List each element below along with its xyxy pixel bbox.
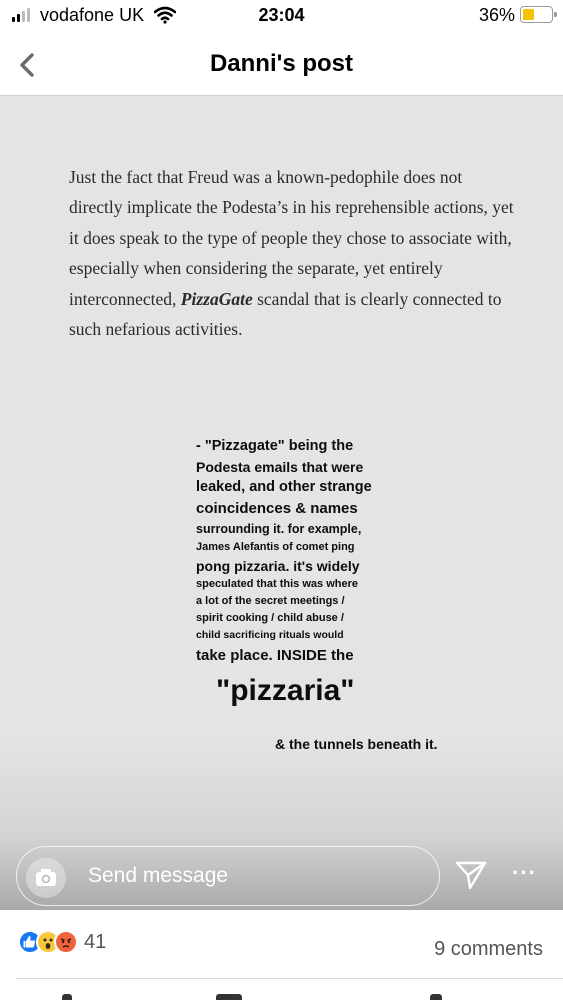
caption-headline: "pizzaria" <box>216 674 355 707</box>
quote-text-end: scandal that is clearly connected to such nefarious activities. <box>69 288 502 340</box>
post-image[interactable] <box>0 96 563 910</box>
reaction-count: 41 <box>84 930 107 953</box>
quote-text-start: Just the fact that Freud was a known-pedophile does not directly implicate the Podesta’s in his reprehensible actions, yet it does speak to the type of people they chose to associate with, especially when considering the separate, yet entirely interconnected, <box>69 167 514 309</box>
caption-line: surrounding it. for example, <box>196 522 362 536</box>
caption-line: James Alefantis of comet ping <box>196 541 355 553</box>
carrier-name: vodafone UK <box>40 5 145 25</box>
angry-icon <box>54 930 78 954</box>
like-action-icon[interactable] <box>62 994 72 1000</box>
quote-emphasis: PizzaGate <box>180 288 253 309</box>
camera-button[interactable] <box>26 858 66 898</box>
quoted-paragraph <box>69 162 519 344</box>
more-icon[interactable]: ··· <box>512 860 537 885</box>
share-action-icon[interactable] <box>430 994 442 1000</box>
camera-icon <box>26 858 66 898</box>
send-icon[interactable] <box>454 858 488 892</box>
battery-percent: 36% <box>478 5 515 25</box>
caption-line: a lot of the secret meetings / <box>196 595 345 607</box>
message-placeholder[interactable]: Send message <box>88 864 229 887</box>
caption-line: coincidences & names <box>196 500 358 517</box>
caption-overlay <box>196 436 496 714</box>
caption-line: spirit cooking / child abuse / <box>196 612 344 624</box>
caption-line: take place. INSIDE the <box>196 647 354 664</box>
comments-link[interactable]: 9 comments <box>434 938 543 960</box>
divider <box>16 978 563 979</box>
page-title: Danni's post <box>209 50 354 77</box>
caption-line: pong pizzaria. it's widely <box>196 558 360 574</box>
battery-level <box>523 9 534 20</box>
clock: 23:04 <box>258 5 305 25</box>
battery-icon <box>520 6 553 23</box>
status-bar <box>0 0 563 34</box>
caption-line: leaked, and other strange <box>196 479 372 495</box>
caption-line: speculated that this was where <box>196 578 358 590</box>
reactions-summary[interactable] <box>18 930 106 954</box>
caption-tail: & the tunnels beneath it. <box>275 736 438 752</box>
caption-line: Podesta emails that were <box>196 459 364 475</box>
comment-action-icon[interactable] <box>216 994 242 1000</box>
navigation-bar <box>0 34 563 96</box>
post-footer <box>0 910 563 1000</box>
caption-line: - "Pizzagate" being the <box>196 438 354 454</box>
caption-line: child sacrificing rituals would <box>196 629 344 641</box>
